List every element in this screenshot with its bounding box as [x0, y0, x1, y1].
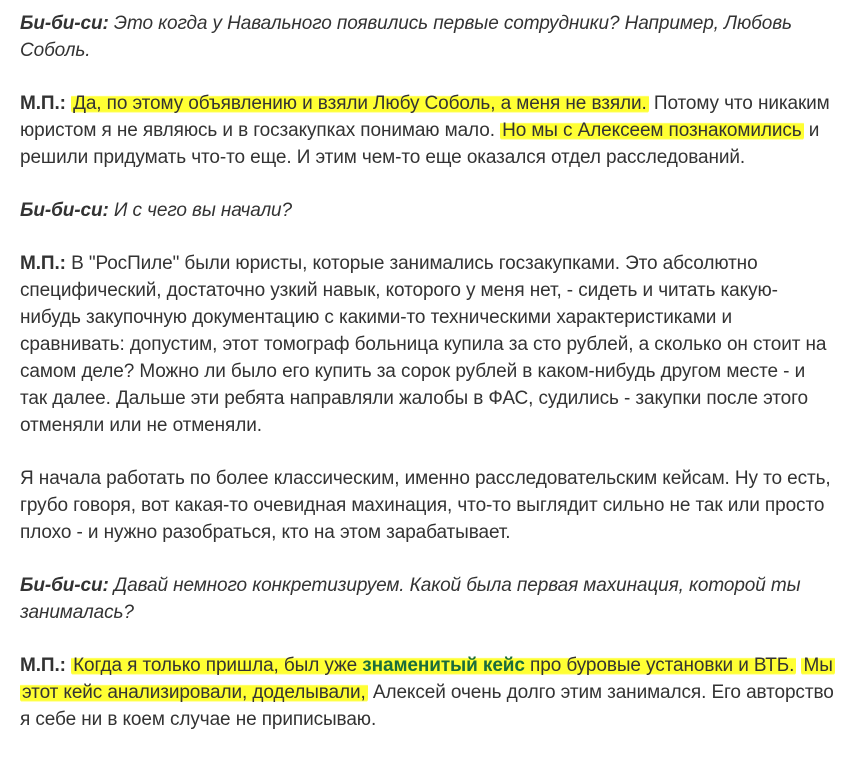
- highlighted-text: Да, по этому объявлению и взяли Любу Соболь, а меня не взяли.: [73, 93, 647, 114]
- question-paragraph: [20, 197, 835, 224]
- respondent-label: М.П.:: [20, 93, 66, 114]
- answer-paragraph: [20, 90, 835, 171]
- answer-text: Алексей очень долго этим занимался. Его авторство я себе ни в коем случае не приписываю.: [20, 682, 834, 730]
- answer-paragraph: [20, 652, 835, 733]
- famous-case-link[interactable]: знаменитый кейс: [362, 655, 525, 676]
- question-text: Это когда у Навального появились первые сотрудники? Например, Любовь Соболь.: [20, 13, 792, 61]
- question-text: И с чего вы начали?: [113, 200, 292, 221]
- question-paragraph: [20, 10, 835, 64]
- highlighted-text-part: Когда я только пришла, был уже: [73, 655, 363, 676]
- question-paragraph: [20, 572, 835, 626]
- respondent-label: М.П.:: [20, 253, 66, 274]
- article-body: [20, 10, 835, 759]
- interviewer-label: Би-би-си:: [20, 575, 109, 596]
- plain-paragraph: [20, 465, 835, 546]
- highlighted-text: Но мы с Алексеем познакомились: [502, 120, 802, 141]
- answer-paragraph: [20, 250, 835, 439]
- answer-text: и решили придумать что-то еще. И этим чем-то еще оказался отдел расследований.: [20, 120, 820, 168]
- interviewer-label: Би-би-си:: [20, 13, 109, 34]
- highlighted-text: Мы этот кейс анализировали, доделывали,: [22, 655, 833, 703]
- respondent-label: М.П.:: [20, 655, 66, 676]
- highlighted-text: [71, 655, 796, 676]
- answer-text: Потому что никаким юристом я не являюсь и в госзакупках понимаю мало.: [20, 93, 830, 141]
- highlighted-text-part: про буровые установки и ВТБ.: [524, 655, 795, 676]
- answer-text: В "РосПиле" были юристы, которые занимались госзакупками. Это абсолютно специфический, достаточно узкий навык, которого у меня нет, - сидеть и читать какую-нибудь закупочную документацию с какими-то техническими характеристиками и сравнивать: допустим, этот томограф больница купила за сто рублей, а сколько он стоит на самом деле? Можно ли было его купить за сорок рублей в каком-нибудь другом месте - и так далее. Дальше эти ребята направляли жалобы в ФАС, судились - закупки после этого отменяли или не отменяли.: [20, 253, 827, 436]
- question-text: Давай немного конкретизируем. Какой была первая махинация, которой ты занималась?: [20, 575, 801, 623]
- interviewer-label: Би-би-си:: [20, 200, 109, 221]
- paragraph-text: Я начала работать по более классическим, именно расследовательским кейсам. Ну то есть, грубо говоря, вот какая-то очевидная махинация, что-то выглядит сильно не так или просто плохо - и нужно разобраться, кто на этом зарабатывает.: [20, 468, 831, 543]
